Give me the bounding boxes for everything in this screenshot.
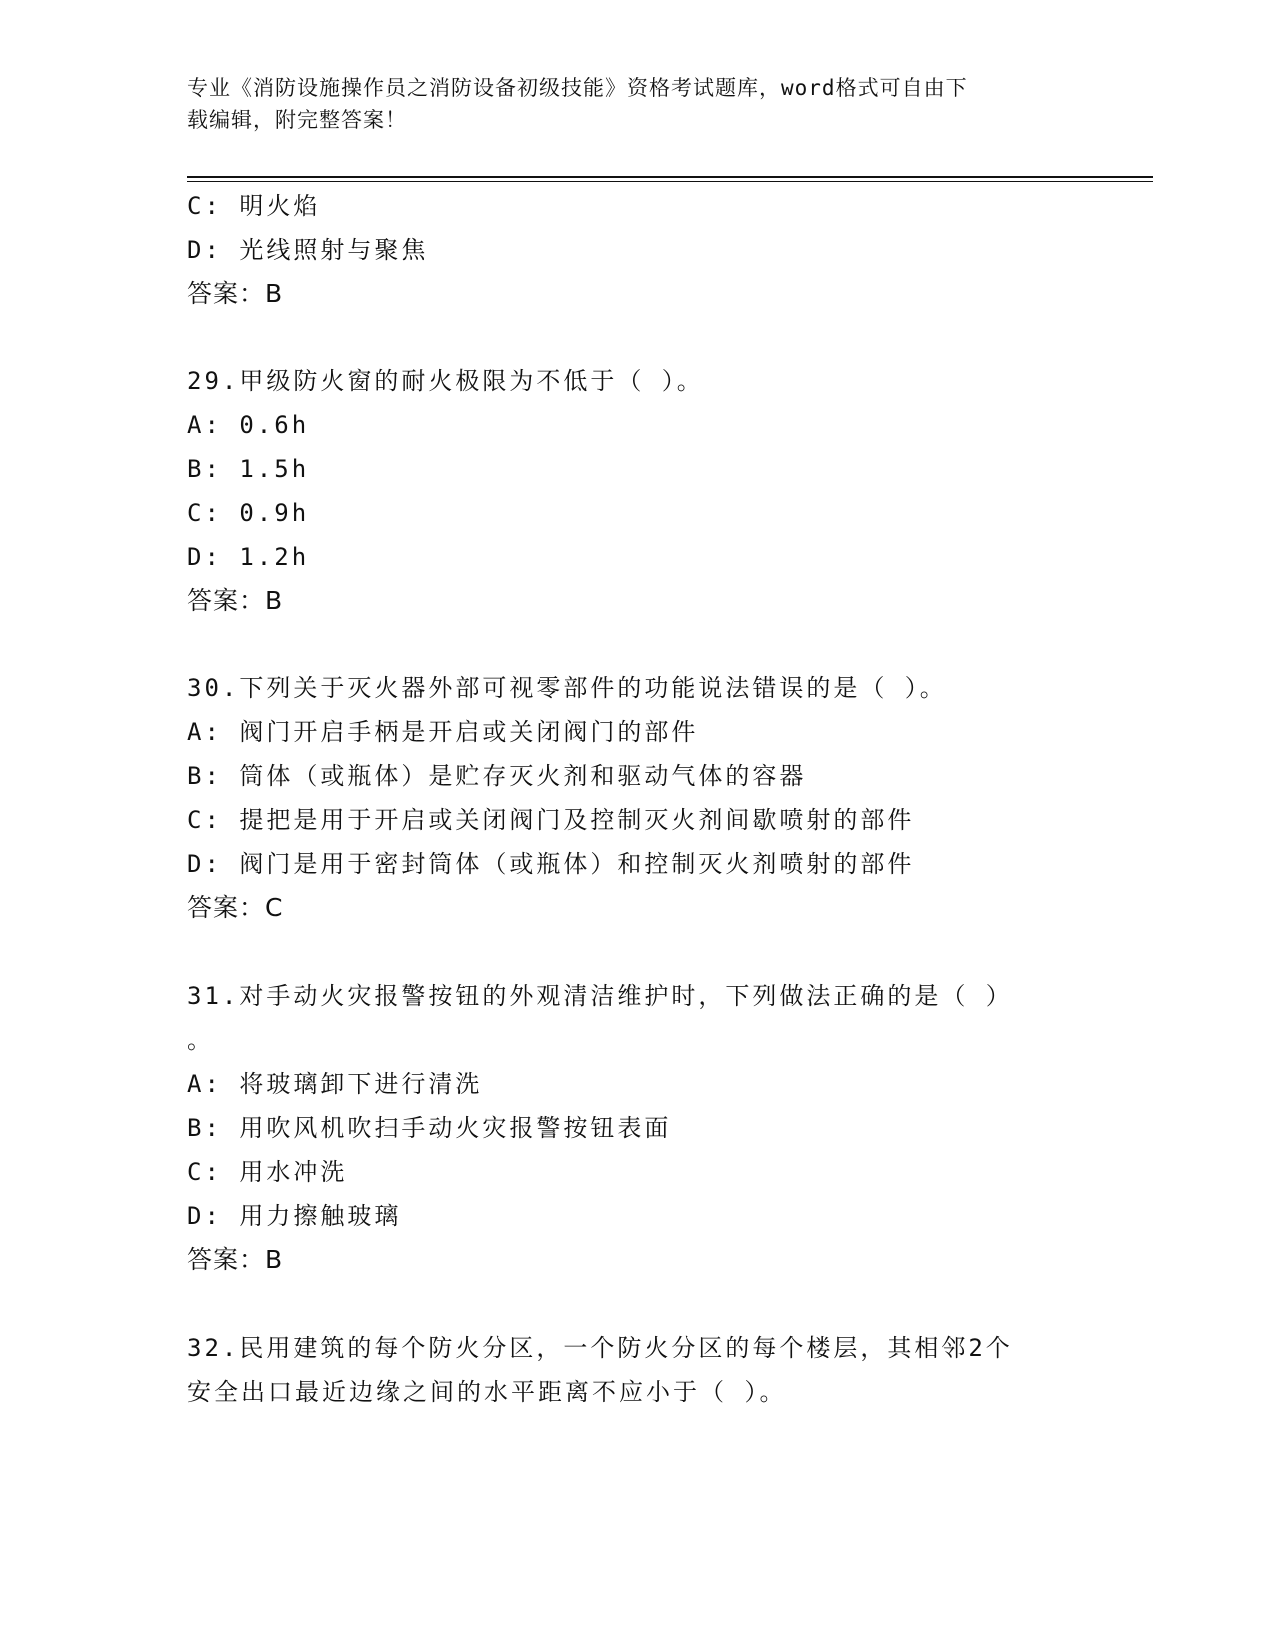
q28-option-d: D: 光线照射与聚焦 [187,236,429,264]
header-divider-thick [187,176,1153,178]
q29-option-c: C: 0.9h [187,499,310,527]
q31-option-c: C: 用水冲洗 [187,1158,348,1186]
q30-answer: 答案：C [187,893,284,922]
header-line-2: 载编辑，附完整答案！ [187,108,407,132]
q29-option-a: A: 0.6h [187,411,310,439]
q31-option-a: A: 将玻璃卸下进行清洗 [187,1070,483,1098]
document-header [187,72,1087,136]
q30-option-d: D: 阀门是用于密封筒体（或瓶体）和控制灭火剂喷射的部件 [187,850,915,878]
q30-option-a: A: 阀门开启手柄是开启或关闭阀门的部件 [187,718,699,746]
q32-question-line-2: 安全出口最近边缘之间的水平距离不应小于（ ）。 [187,1378,787,1406]
q31-answer: 答案：B [187,1245,284,1274]
header-line-1: 专业《消防设施操作员之消防设备初级技能》资格考试题库，word格式可自由下 [187,76,968,100]
q31-question-line-2: 。 [187,1026,214,1054]
q29-option-d: D: 1.2h [187,543,310,571]
q30-option-c: C: 提把是用于开启或关闭阀门及控制灭火剂间歇喷射的部件 [187,806,915,834]
q31-option-b: B: 用吹风机吹扫手动火灾报警按钮表面 [187,1114,672,1142]
q28-answer: 答案：B [187,279,284,308]
q29-question: 29.甲级防火窗的耐火极限为不低于（ ）。 [187,367,704,395]
q32-question-line-1: 32.民用建筑的每个防火分区，一个防火分区的每个楼层，其相邻2个 [187,1334,1013,1362]
q30-question: 30.下列关于灭火器外部可视零部件的功能说法错误的是（ ）。 [187,674,947,702]
q31-question-line-1: 31.对手动火灾报警按钮的外观清洁维护时，下列做法正确的是（ ） [187,982,1013,1010]
q30-option-b: B: 筒体（或瓶体）是贮存灭火剂和驱动气体的容器 [187,762,807,790]
q29-option-b: B: 1.5h [187,455,310,483]
q31-option-d: D: 用力擦触玻璃 [187,1202,402,1230]
q29-answer: 答案：B [187,586,284,615]
q28-option-c: C: 明火焰 [187,192,321,220]
header-divider-thin [187,181,1153,182]
